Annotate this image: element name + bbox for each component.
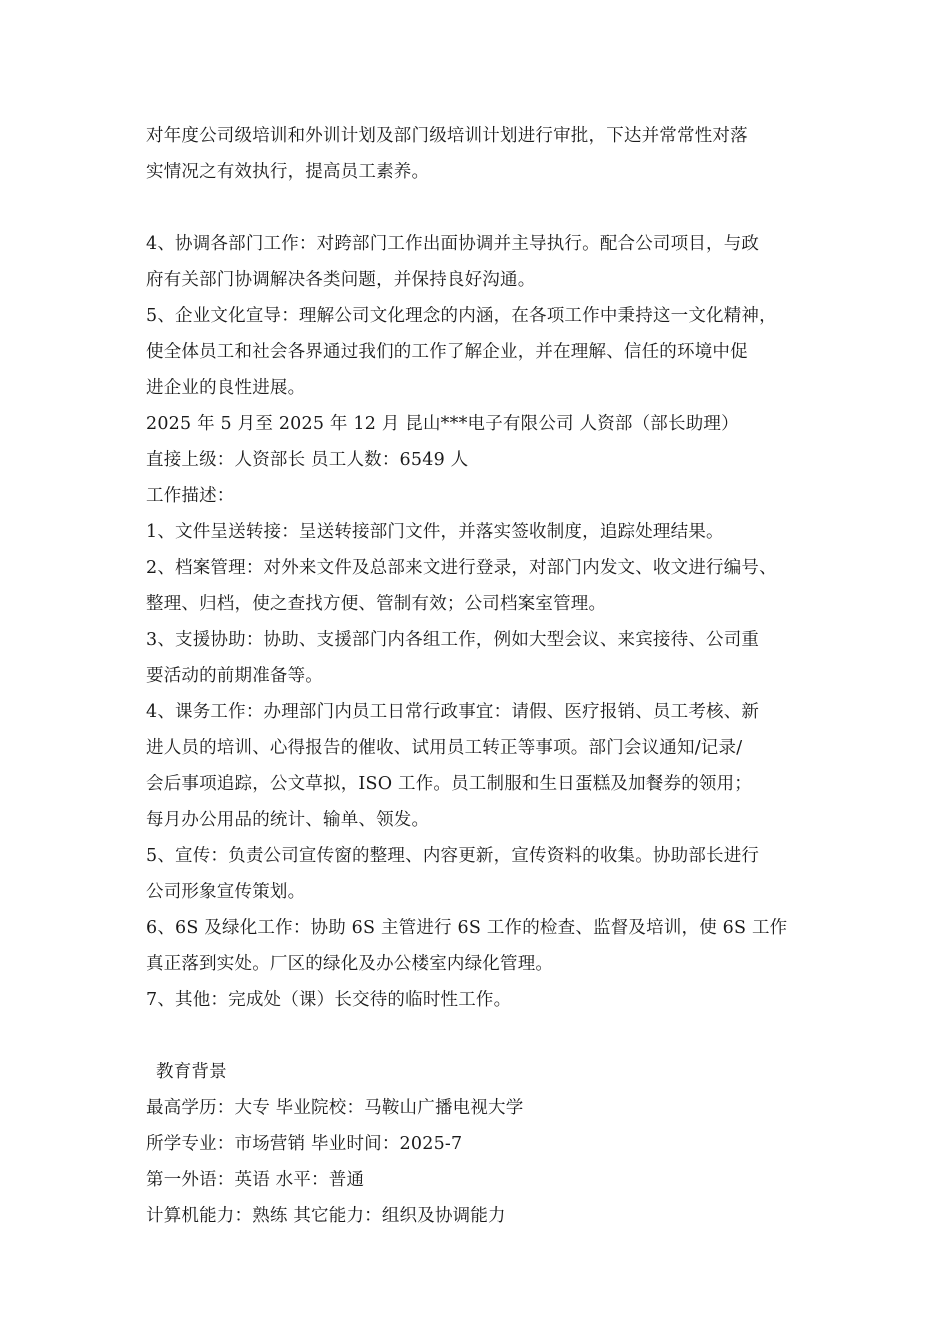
duty-line: 4、协调各部门工作：对跨部门工作出面协调并主导执行。配合公司项目，与政 (146, 234, 760, 254)
job-duty-line: 5、宣传：负责公司宣传窗的整理、内容更新，宣传资料的收集。协助部长进行 (146, 846, 760, 866)
duty-line: 进企业的良性进展。 (146, 378, 306, 398)
job-duty-line: 3、支援协助：协助、支援部门内各组工作，例如大型会议、来宾接待、公司重 (146, 630, 760, 650)
job-duty-line: 4、课务工作：办理部门内员工日常行政事宜：请假、医疗报销、员工考核、新 (146, 702, 760, 722)
education-line: 最高学历：大专 毕业院校：马鞍山广播电视大学 (146, 1098, 524, 1118)
job-duty-line: 整理、归档，使之查找方便、管制有效；公司档案室管理。 (146, 594, 607, 614)
intro-line: 实情况之有效执行，提高员工素养。 (146, 162, 430, 182)
job-duty-line: 7、其他：完成处（课）长交待的临时性工作。 (146, 990, 512, 1010)
education-line: 第一外语：英语 水平：普通 (146, 1170, 365, 1190)
document-page (146, 118, 836, 1234)
job-period-line: 2025 年 5 月至 2025 年 12 月 昆山***电子有限公司 人资部（部长助理） (146, 414, 739, 434)
intro-line: 对年度公司级培训和外训计划及部门级培训计划进行审批，下达并常常性对落 (146, 126, 748, 146)
job-duty-line: 进人员的培训、心得报告的催收、试用员工转正等事项。部门会议通知/记录/ (146, 738, 743, 758)
job-duty-line: 公司形象宣传策划。 (146, 882, 306, 902)
duty-line: 5、企业文化宣导：理解公司文化理念的内涵，在各项工作中秉持这一文化精神， (146, 306, 777, 326)
job-duty-line: 2、档案管理：对外来文件及总部来文进行登录，对部门内发文、收文进行编号、 (146, 558, 777, 578)
paragraph-gap (146, 1018, 836, 1054)
education-line: 计算机能力：熟练 其它能力：组织及协调能力 (146, 1206, 506, 1226)
paragraph-gap (146, 190, 836, 226)
education-line: 所学专业：市场营销 毕业时间：2025-7 (146, 1134, 463, 1154)
job-duty-line: 要活动的前期准备等。 (146, 666, 323, 686)
job-duty-line: 会后事项追踪，公文草拟，ISO 工作。员工制服和生日蛋糕及加餐券的领用； (146, 774, 753, 794)
duty-line: 府有关部门协调解决各类问题，并保持良好沟通。 (146, 270, 536, 290)
job-duty-line: 1、文件呈送转接：呈送转接部门文件，并落实签收制度，追踪处理结果。 (146, 522, 724, 542)
job-duty-line: 每月办公用品的统计、输单、领发。 (146, 810, 430, 830)
duty-line: 使全体员工和社会各界通过我们的工作了解企业，并在理解、信任的环境中促 (146, 342, 748, 362)
job-description-label: 工作描述： (146, 486, 235, 506)
job-duty-line: 6、6S 及绿化工作：协助 6S 主管进行 6S 工作的检查、监督及培训，使 6S 工作 (146, 918, 788, 938)
job-supervisor-line: 直接上级：人资部长 员工人数：6549 人 (146, 450, 469, 470)
education-heading: 教育背景 (156, 1062, 227, 1082)
job-duty-line: 真正落到实处。厂区的绿化及办公楼室内绿化管理。 (146, 954, 554, 974)
